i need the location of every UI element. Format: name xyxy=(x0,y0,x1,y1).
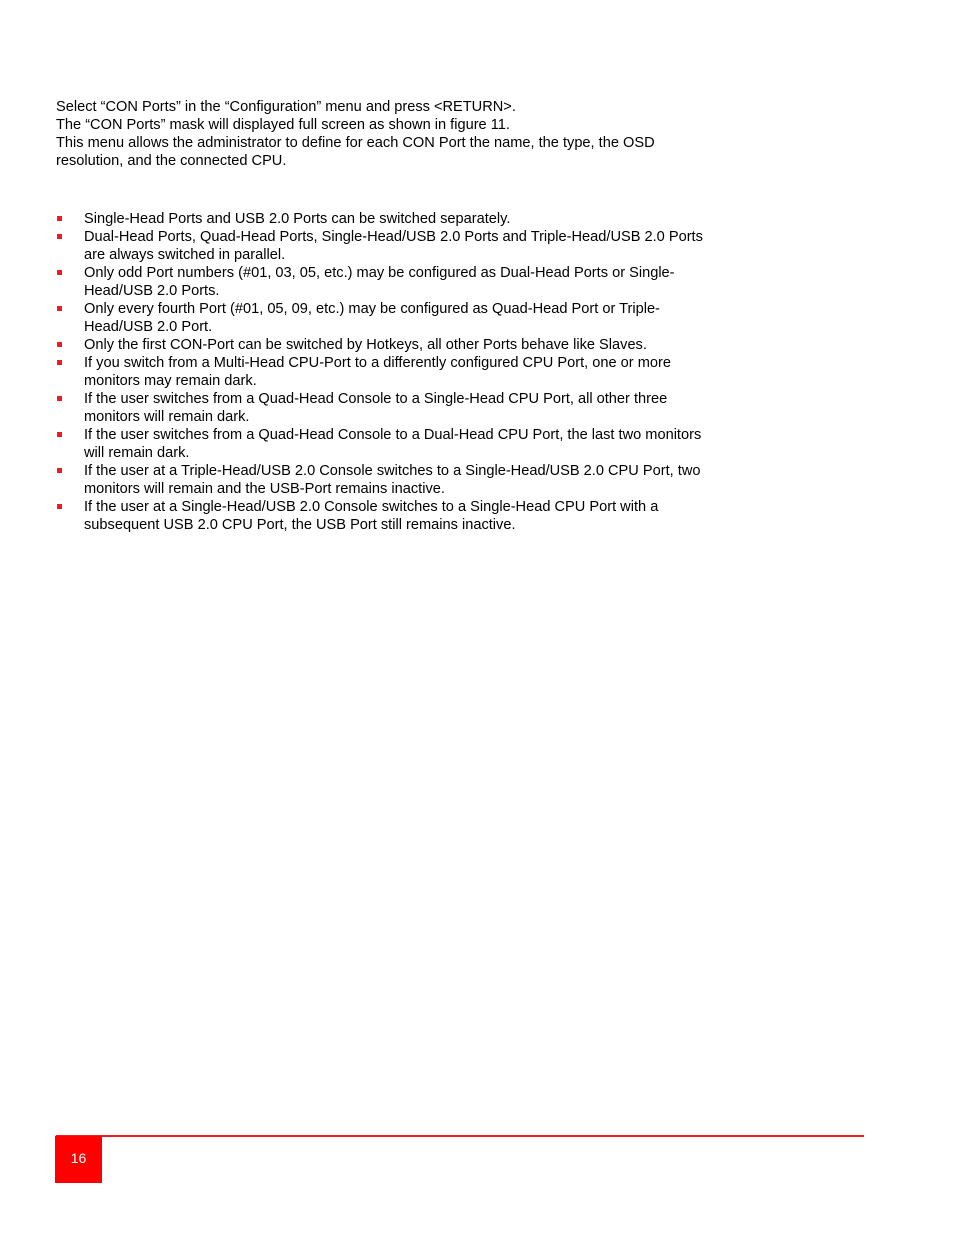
square-bullet-icon xyxy=(57,468,62,473)
list-item xyxy=(56,498,716,534)
square-bullet-icon xyxy=(57,396,62,401)
intro-paragraph xyxy=(56,98,716,170)
square-bullet-icon xyxy=(57,306,62,311)
intro-line: This menu allows the administrator to define for each CON Port the name, the type, the OSD resolution, and the connected CPU. xyxy=(56,135,655,169)
list-item-text: Single-Head Ports and USB 2.0 Ports can be switched separately. xyxy=(84,211,511,227)
page-number: 16 xyxy=(70,1150,87,1166)
list-item xyxy=(56,264,716,300)
list-item-text: If the user switches from a Quad-Head Console to a Single-Head CPU Port, all other three monitors will remain dark. xyxy=(84,391,668,425)
intro-line: Select “CON Ports” in the “Configuration” menu and press <RETURN>. xyxy=(56,99,516,115)
list-item-text: Only every fourth Port (#01, 05, 09, etc.) may be configured as Quad-Head Port or Triple-Head/USB 2.0 Port. xyxy=(84,301,660,335)
list-item-text: Dual-Head Ports, Quad-Head Ports, Single-Head/USB 2.0 Ports and Triple-Head/USB 2.0 Ports are always switched in parallel. xyxy=(84,229,703,263)
list-item xyxy=(56,354,716,390)
list-item-text: Only odd Port numbers (#01, 03, 05, etc.) may be configured as Dual-Head Ports or Single-Head/USB 2.0 Ports. xyxy=(84,265,675,299)
list-item-text: If the user switches from a Quad-Head Console to a Dual-Head CPU Port, the last two monitors will remain dark. xyxy=(84,427,702,461)
intro-line: The “CON Ports” mask will displayed full screen as shown in figure 11. xyxy=(56,117,510,133)
square-bullet-icon xyxy=(57,216,62,221)
list-item-text: Only the first CON-Port can be switched by Hotkeys, all other Ports behave like Slaves. xyxy=(84,337,647,353)
square-bullet-icon xyxy=(57,504,62,509)
notes-bullet-list xyxy=(56,210,716,534)
page-number-box xyxy=(55,1136,102,1183)
list-item xyxy=(56,228,716,264)
list-item xyxy=(56,390,716,426)
list-item xyxy=(56,426,716,462)
list-item-text: If the user at a Triple-Head/USB 2.0 Console switches to a Single-Head/USB 2.0 CPU Port, two monitors will remain and the USB-Port remains inactive. xyxy=(84,463,701,497)
footer-divider xyxy=(56,1135,864,1137)
list-item-text: If you switch from a Multi-Head CPU-Port to a differently configured CPU Port, one or more monitors may remain dark. xyxy=(84,355,671,389)
list-item xyxy=(56,462,716,498)
square-bullet-icon xyxy=(57,234,62,239)
square-bullet-icon xyxy=(57,270,62,275)
list-item xyxy=(56,210,716,228)
list-item xyxy=(56,300,716,336)
square-bullet-icon xyxy=(57,360,62,365)
list-item xyxy=(56,336,716,354)
square-bullet-icon xyxy=(57,432,62,437)
list-item-text: If the user at a Single-Head/USB 2.0 Console switches to a Single-Head CPU Port with a subsequent USB 2.0 CPU Port, the USB Port still remains inactive. xyxy=(84,499,659,533)
square-bullet-icon xyxy=(57,342,62,347)
